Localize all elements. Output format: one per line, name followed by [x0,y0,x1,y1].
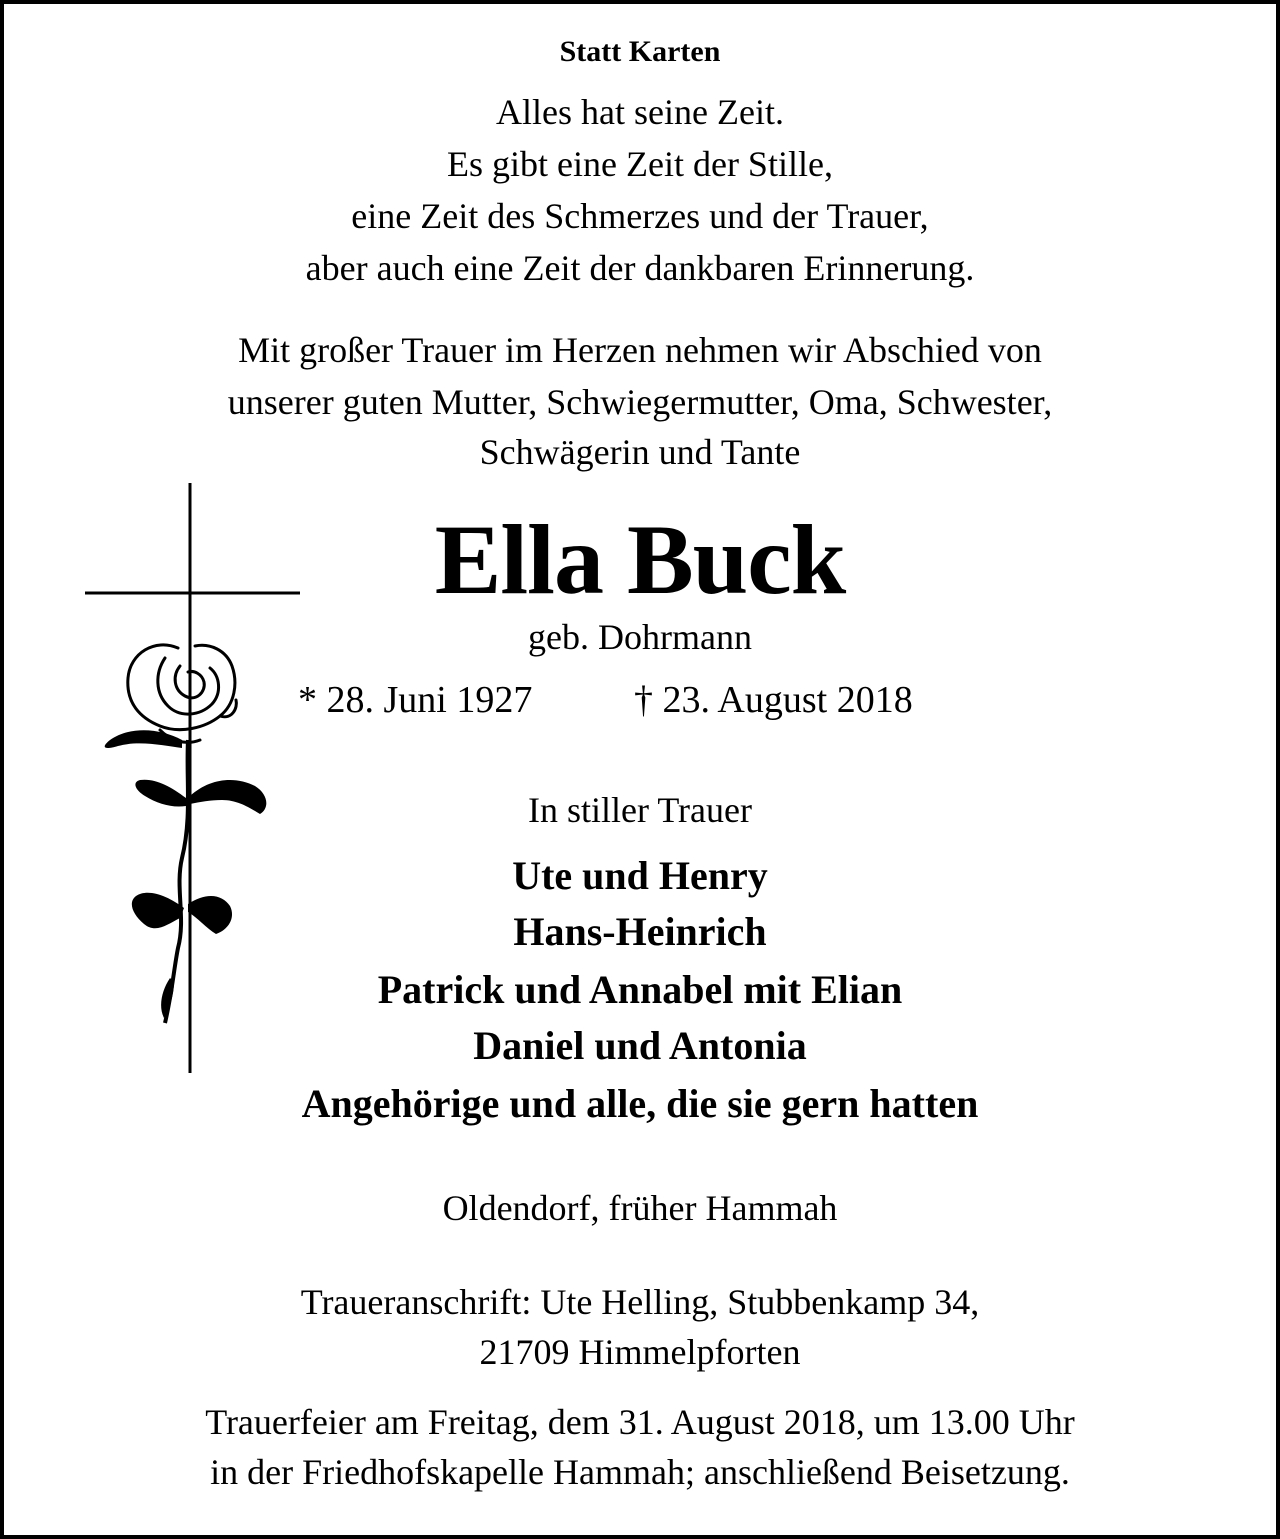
mourner-name: Hans-Heinrich [513,909,767,954]
address-line: 21709 Himmelpforten [479,1332,801,1372]
mourner-name: Angehörige und alle, die sie gern hatten [301,1081,979,1126]
place-text: Oldendorf, früher Hammah [442,1188,838,1228]
address-line: Traueranschrift: Ute Helling, Stubbenkamp 34, [300,1282,980,1322]
poem-line: eine Zeit des Schmerzes und der Trauer, [351,196,929,236]
death-date: † 23. August 2018 [634,679,913,721]
intro-line: unserer guten Mutter, Schwiegermutter, Oma, Schwester, [227,382,1053,422]
poem-line: aber auch eine Zeit der dankbaren Erinnerung. [305,248,975,288]
mourner-name: Patrick und Annabel mit Elian [377,967,903,1012]
funeral-line: Trauerfeier am Freitag, dem 31. August 2018, um 13.00 Uhr [205,1402,1075,1442]
mourning-intro: In stiller Trauer [528,790,752,830]
poem-line: Es gibt eine Zeit der Stille, [447,144,833,184]
mourner-name: Daniel und Antonia [473,1023,807,1068]
poem-line: Alles hat seine Zeit. [496,92,784,132]
mourner-name: Ute und Henry [512,853,768,898]
intro-line: Schwägerin und Tante [479,432,801,472]
birth-name: geb. Dohrmann [528,617,752,657]
funeral-line: in der Friedhofskapelle Hammah; anschließend Beisetzung. [210,1452,1070,1492]
statt-karten-heading: Statt Karten [559,35,721,68]
intro-line: Mit großer Trauer im Herzen nehmen wir Abschied von [238,330,1042,370]
birth-date: * 28. Juni 1927 [298,679,533,721]
deceased-name: Ella Buck [434,504,846,615]
